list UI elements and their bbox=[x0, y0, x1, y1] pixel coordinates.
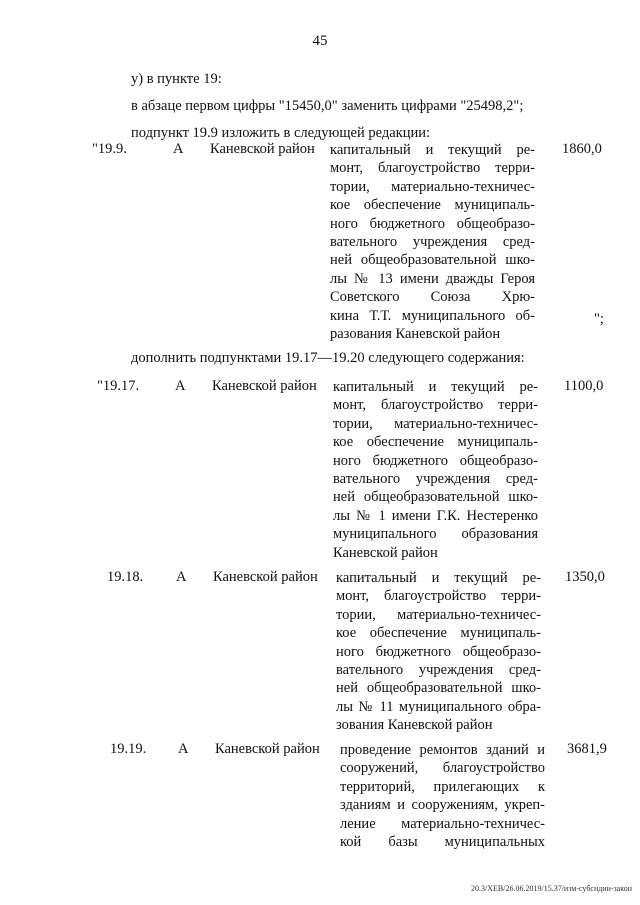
description-line: лы № 13 имени дважды Героя bbox=[330, 270, 535, 287]
description-line: вательного учреждения сред- bbox=[330, 234, 535, 251]
description-line: территорий, прилегающих к bbox=[340, 778, 545, 795]
description-line: Советского Союза Хрю- bbox=[330, 289, 535, 306]
description-line: тории, материально-техничес- bbox=[330, 178, 535, 195]
description-line: монт, благоустройство терри- bbox=[336, 588, 541, 605]
description-line: тории, материально-техничес- bbox=[333, 415, 538, 432]
item-description bbox=[336, 569, 541, 735]
item-description bbox=[330, 141, 535, 343]
description-line: капитальный и текущий ре- bbox=[333, 379, 538, 395]
description-line: ней общеобразовательной шко- bbox=[330, 252, 535, 269]
item-amount: 1860,0 bbox=[562, 141, 602, 157]
description-line: ней общеобразовательной шко- bbox=[336, 680, 541, 697]
item-description bbox=[333, 378, 538, 562]
description-line: кое обеспечение муниципаль- bbox=[330, 197, 535, 214]
description-line: капитальный и текущий ре- bbox=[336, 570, 541, 586]
description-line: муниципального образования bbox=[333, 526, 538, 543]
item-category: А bbox=[178, 741, 189, 757]
item-category: А bbox=[176, 569, 187, 585]
description-line: кой базы муниципальных bbox=[340, 834, 545, 851]
description-line: лы № 11 муниципального обра- bbox=[336, 698, 541, 715]
item-description bbox=[340, 741, 545, 851]
description-line: лы № 1 имени Г.К. Нестеренко bbox=[333, 507, 538, 524]
description-line: ного бюджетного общеобразо- bbox=[333, 452, 538, 469]
description-line: зданиям и сооружениям, укреп- bbox=[340, 797, 545, 814]
description-line: ление материально-техничес- bbox=[340, 815, 545, 832]
description-line: капитальный и текущий ре- bbox=[330, 142, 535, 158]
description-line: кина Т.Т. муниципального об- bbox=[330, 307, 535, 324]
description-line: кое обеспечение муниципаль- bbox=[333, 434, 538, 451]
description-line: проведение ремонтов зданий и bbox=[340, 742, 545, 758]
item-number: 19.18. bbox=[107, 569, 144, 585]
item-district: Каневской район bbox=[213, 569, 318, 585]
description-line: ней общеобразовательной шко- bbox=[333, 489, 538, 506]
item-district: Каневской район bbox=[215, 741, 320, 757]
footer-reference: 20.3/ХЕВ/26.06.2019/15.37/изм-субсидии-закон bbox=[471, 884, 632, 893]
description-line: монт, благоустройство терри- bbox=[333, 397, 538, 414]
intro-line: у) в пункте 19: bbox=[131, 71, 222, 87]
item-number: "19.17. bbox=[97, 378, 140, 394]
description-line: вательного учреждения сред- bbox=[333, 471, 538, 488]
item-category: А bbox=[175, 378, 186, 394]
item-district: Каневской район bbox=[210, 141, 315, 157]
item-number: "19.9. bbox=[92, 141, 127, 157]
item-district: Каневской район bbox=[212, 378, 317, 394]
description-line: монт, благоустройство терри- bbox=[330, 160, 535, 177]
item-number: 19.19. bbox=[110, 741, 147, 757]
item-category: А bbox=[173, 141, 184, 157]
description-line: разования Каневской район bbox=[330, 326, 501, 343]
description-line: сооружений, благоустройство bbox=[340, 760, 545, 777]
item-amount: 1350,0 bbox=[565, 569, 605, 585]
description-line: ного бюджетного общеобразо- bbox=[330, 215, 535, 232]
description-line: вательного учреждения сред- bbox=[336, 662, 541, 679]
intro-line: подпункт 19.9 изложить в следующей редакции: bbox=[131, 125, 431, 141]
intro-text bbox=[131, 66, 523, 147]
amendment-text: дополнить подпунктами 19.17—19.20 следующего содержания: bbox=[131, 350, 525, 366]
description-line: Каневской район bbox=[333, 544, 438, 561]
page-number: 45 bbox=[312, 33, 328, 49]
description-line: ного бюджетного общеобразо- bbox=[336, 643, 541, 660]
item-amount: 3681,9 bbox=[567, 741, 607, 757]
description-line: зования Каневской район bbox=[336, 717, 493, 734]
item-amount: 1100,0 bbox=[564, 378, 604, 394]
intro-line: в абзаце первом цифры "15450,0" заменить цифрами "25498,2"; bbox=[131, 98, 524, 114]
closing-quote: "; bbox=[594, 311, 604, 327]
description-line: тории, материально-техничес- bbox=[336, 606, 541, 623]
description-line: кое обеспечение муниципаль- bbox=[336, 625, 541, 642]
